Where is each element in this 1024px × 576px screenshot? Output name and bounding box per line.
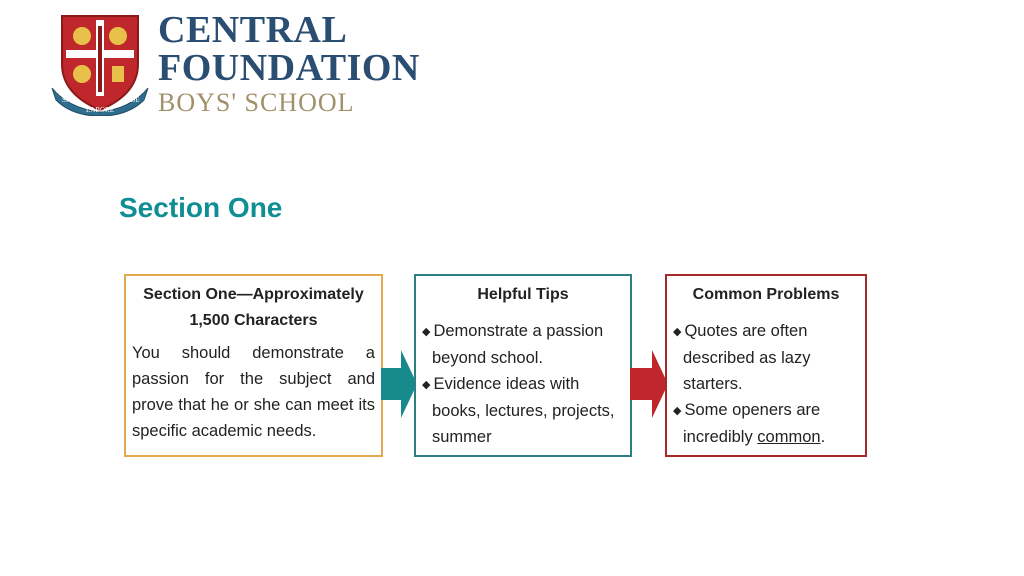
problem-2-underlined: common: [757, 428, 821, 446]
section-one-heading-line2: 1,500 Characters: [189, 312, 318, 329]
school-crest-icon: [48, 12, 152, 116]
diamond-bullet-icon: ◆: [422, 326, 431, 338]
problem-1-line1: Quotes are often: [684, 322, 808, 340]
problem-2-rest: [673, 424, 859, 450]
motto-word-2: LABORE: [86, 106, 114, 114]
section-title: Section One: [119, 192, 283, 223]
list-item: [673, 397, 859, 450]
common-problems-list: [673, 318, 859, 450]
diamond-bullet-icon: ◆: [422, 379, 431, 391]
motto-word-3: FIDE: [124, 96, 140, 104]
tip-2-rest: books, lectures, projects, summer: [432, 402, 615, 446]
list-item: [422, 318, 624, 371]
school-name-line3: BOYS' SCHOOL: [158, 88, 355, 117]
problem-2-line1: Some openers are: [684, 401, 821, 419]
section-one-heading-line1: Section One—Approximately: [143, 286, 364, 303]
tip-1-rest: beyond school.: [432, 349, 543, 367]
list-item: [673, 318, 859, 397]
school-name-line1: CENTRAL: [158, 9, 348, 51]
problem-2-suffix: .: [820, 428, 826, 446]
tip-1-line1: Demonstrate a passion: [433, 322, 604, 340]
helpful-tips-box: [414, 274, 632, 457]
section-one-heading: [132, 282, 375, 334]
arrow-right-red-icon: [630, 350, 668, 418]
problem-1-rest: described as lazy starters.: [683, 349, 811, 393]
school-logo: [48, 9, 448, 120]
tip-2-line1: Evidence ideas with: [433, 375, 580, 393]
school-name-line2: FOUNDATION: [158, 47, 420, 89]
arrow-right-teal-icon: [381, 350, 417, 418]
list-item: [422, 371, 624, 450]
diamond-bullet-icon: ◆: [673, 326, 682, 338]
common-problems-box: [665, 274, 867, 457]
problem-2-prefix: incredibly: [683, 428, 758, 446]
helpful-tips-list: [422, 318, 624, 450]
common-problems-heading: Common Problems: [692, 286, 840, 303]
helpful-tips-heading: Helpful Tips: [477, 286, 569, 303]
diamond-bullet-icon: ◆: [673, 405, 682, 417]
section-one-body: You should demonstrate a passion for the subject and prove that he or she can meet its specific academic needs.: [132, 344, 375, 440]
motto-word-1: SPE: [62, 96, 75, 104]
section-one-box: [124, 274, 383, 457]
